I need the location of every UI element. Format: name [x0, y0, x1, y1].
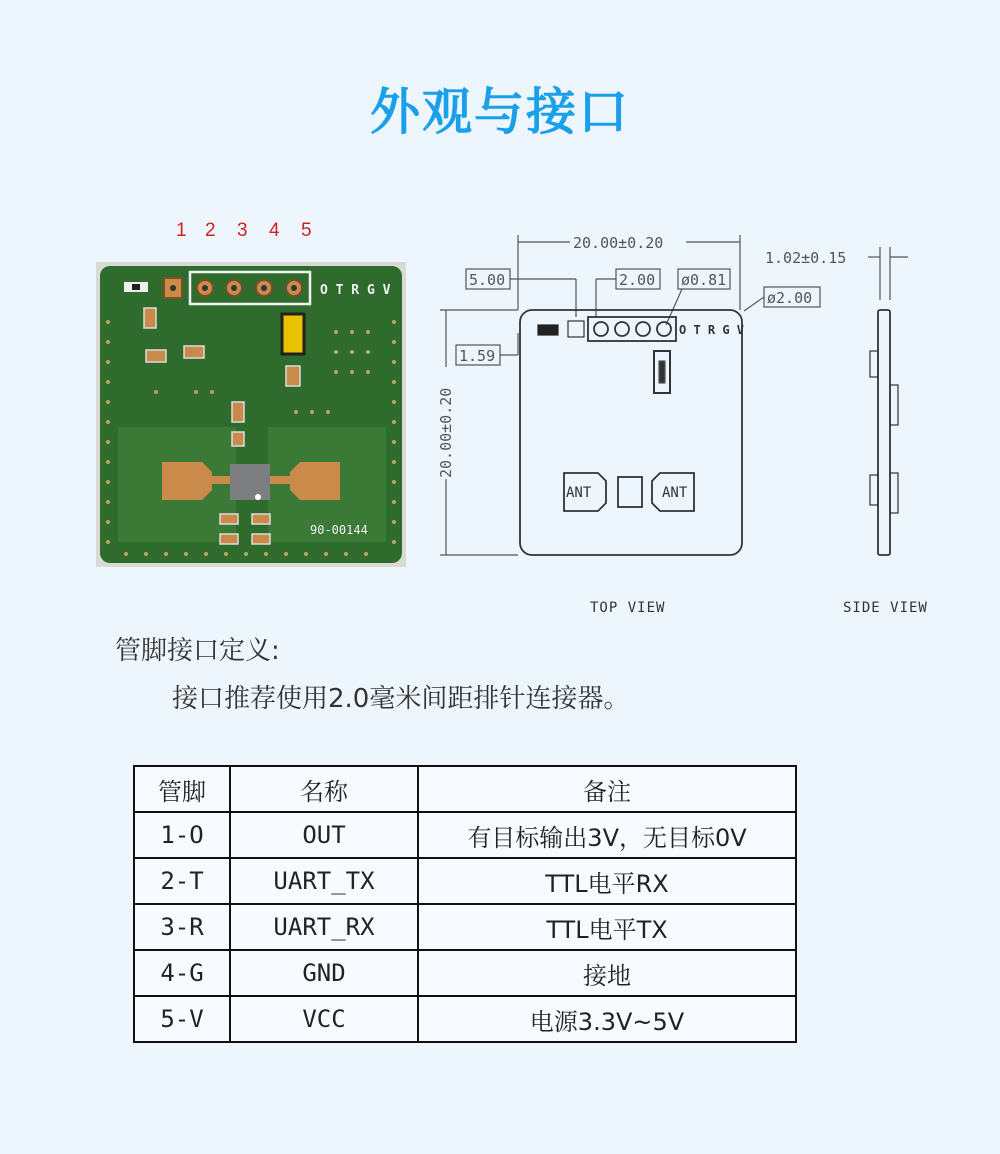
- top-view-label: TOP VIEW: [590, 600, 666, 616]
- table-cell: GND: [230, 950, 418, 996]
- page-title: 外观与接口: [370, 83, 630, 141]
- section-title: 管脚接口定义:: [115, 636, 280, 666]
- pin-number: 2: [205, 220, 216, 241]
- table-cell: UART_TX: [230, 858, 418, 904]
- table-cell: 4-G: [134, 950, 230, 996]
- pin-hole-dimension: ø0.81: [681, 271, 727, 289]
- section-description: 接口推荐使用2.0毫米间距排针连接器。: [172, 684, 630, 714]
- side-dimension: 1.59: [459, 347, 496, 365]
- side-view-label: SIDE VIEW: [843, 600, 928, 616]
- pcb-pin-silkscreen: O T R G V: [320, 283, 391, 298]
- pin-definition-table: [133, 765, 797, 1043]
- pcb-photo: [96, 262, 406, 567]
- table-header-cell: 名称: [230, 766, 418, 812]
- table-cell: UART_RX: [230, 904, 418, 950]
- table-cell: TTL电平TX: [418, 904, 796, 950]
- offset-dimension: 5.00: [469, 271, 506, 289]
- table-cell: 1-O: [134, 812, 230, 858]
- pin-number: 3: [237, 220, 248, 241]
- antenna-label-left: ANT: [566, 485, 592, 501]
- pcb-part-number: 90-00144: [310, 523, 368, 537]
- dimension-drawing: [430, 225, 950, 620]
- table-header-row: [134, 766, 796, 812]
- table-cell: 接地: [418, 950, 796, 996]
- table-cell: 有目标输出3V，无目标0V: [418, 812, 796, 858]
- pitch-dimension: 2.00: [619, 271, 656, 289]
- drawing-pin-labels: O T R G V: [679, 323, 745, 337]
- table-cell: OUT: [230, 812, 418, 858]
- table-cell: 5-V: [134, 996, 230, 1042]
- pin-number: 1: [176, 220, 187, 241]
- table-row: [134, 904, 796, 950]
- thickness-dimension: 1.02±0.15: [765, 249, 847, 267]
- width-dimension: 20.00±0.20: [573, 234, 664, 252]
- table-row: [134, 950, 796, 996]
- table-cell: 电源3.3V~5V: [418, 996, 796, 1042]
- table-row: [134, 812, 796, 858]
- height-dimension: 20.00±0.20: [437, 387, 455, 478]
- pin-number-row: [170, 220, 330, 246]
- table-row: [134, 858, 796, 904]
- pin-number: 5: [301, 220, 312, 241]
- table-cell: TTL电平RX: [418, 858, 796, 904]
- table-cell: 2-T: [134, 858, 230, 904]
- table-header-cell: 备注: [418, 766, 796, 812]
- table-cell: VCC: [230, 996, 418, 1042]
- pin-number: 4: [269, 220, 280, 241]
- table-row: [134, 996, 796, 1042]
- antenna-label-right: ANT: [662, 485, 688, 501]
- hole-dimension: ø2.00: [767, 289, 813, 307]
- table-cell: 3-R: [134, 904, 230, 950]
- table-header-cell: 管脚: [134, 766, 230, 812]
